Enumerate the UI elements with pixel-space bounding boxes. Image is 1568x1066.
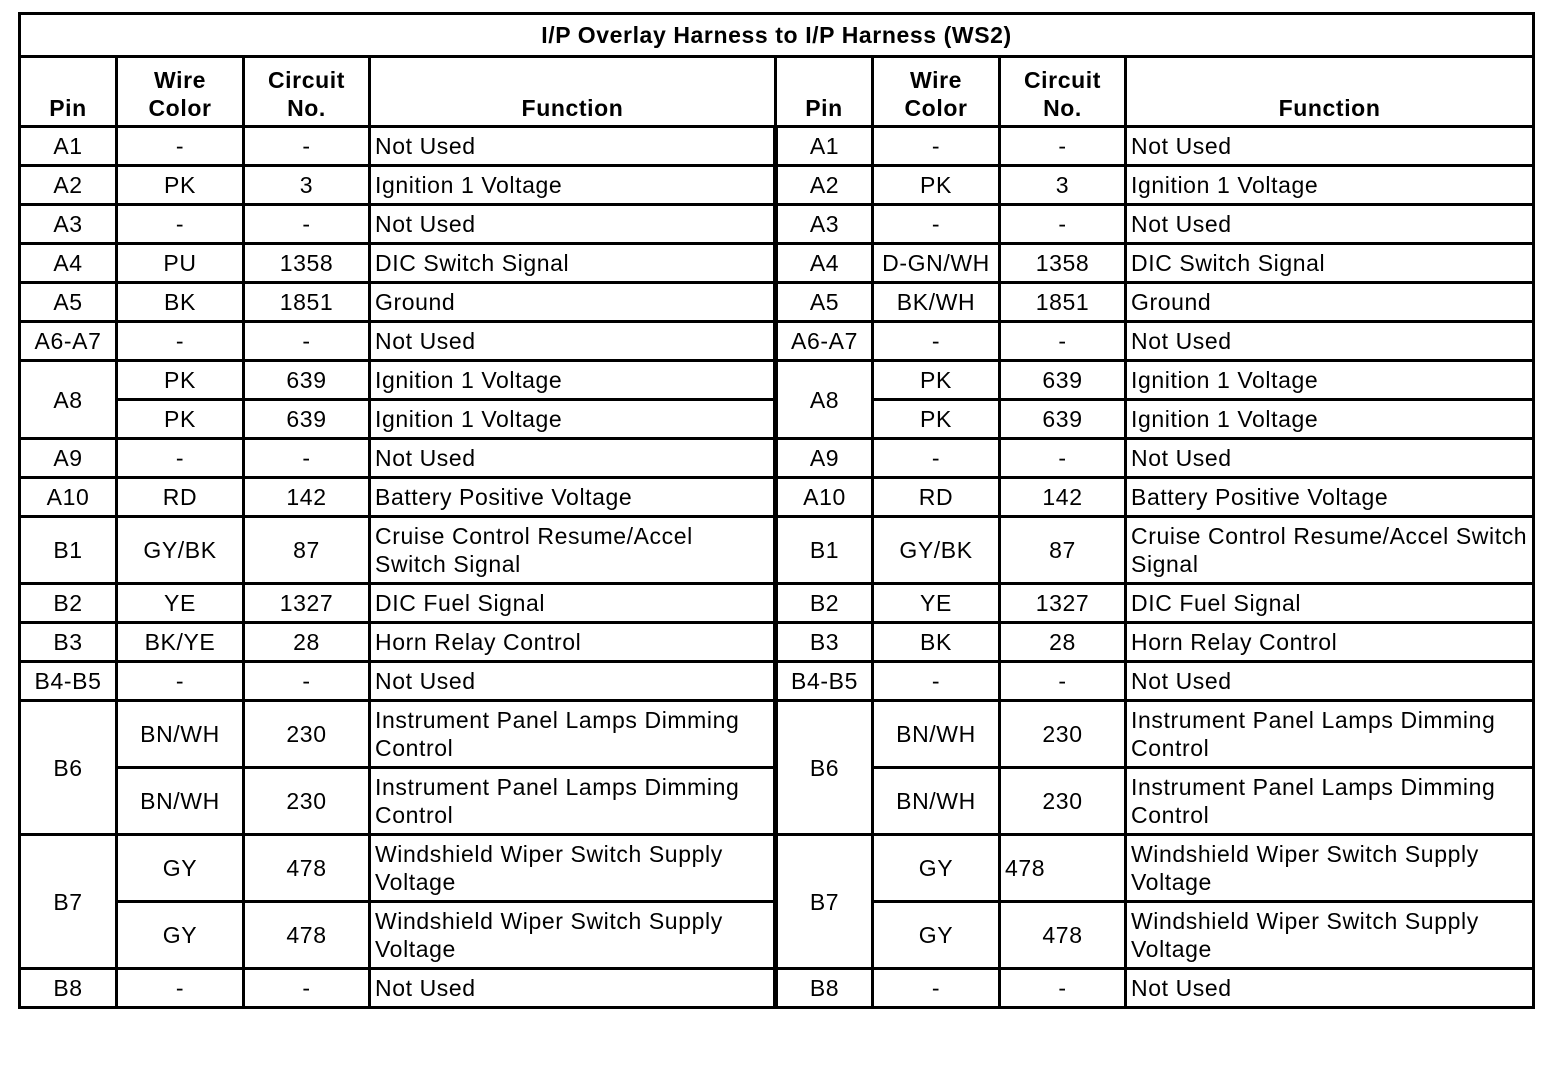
table-row <box>20 283 1534 322</box>
header-circuit-no-left: Circuit No. <box>244 57 370 127</box>
wire-color-cell-right: BN/WH <box>873 701 1000 768</box>
table-row <box>20 361 1534 400</box>
circuit-no-cell-left: 639 <box>244 400 370 439</box>
pin-cell-right: B7 <box>776 835 873 969</box>
circuit-no-cell-left: - <box>244 969 370 1008</box>
wire-color-cell-right: - <box>873 662 1000 701</box>
function-cell-left: Ignition 1 Voltage <box>370 400 776 439</box>
wire-color-cell-left: BN/WH <box>117 768 244 835</box>
function-cell-left: Not Used <box>370 205 776 244</box>
circuit-no-cell-left: - <box>244 127 370 166</box>
pin-cell-right: A10 <box>776 478 873 517</box>
circuit-no-cell-right: 1851 <box>1000 283 1126 322</box>
pin-cell-left: A6-A7 <box>20 322 117 361</box>
function-cell-left: Not Used <box>370 439 776 478</box>
wire-color-cell-left: PK <box>117 400 244 439</box>
function-cell-left: Battery Positive Voltage <box>370 478 776 517</box>
circuit-no-cell-left: 28 <box>244 623 370 662</box>
circuit-no-cell-left: 639 <box>244 361 370 400</box>
table-row <box>20 662 1534 701</box>
circuit-no-cell-left: 87 <box>244 517 370 584</box>
function-cell-right: DIC Switch Signal <box>1126 244 1534 283</box>
connector-table-container <box>18 12 1535 1009</box>
circuit-no-cell-left: - <box>244 439 370 478</box>
function-cell-left: Instrument Panel Lamps Dimming Control <box>370 701 776 768</box>
wire-color-cell-left: - <box>117 662 244 701</box>
pin-cell-right: A2 <box>776 166 873 205</box>
wire-color-cell-left: YE <box>117 584 244 623</box>
table-row <box>20 517 1534 584</box>
function-cell-right: Not Used <box>1126 439 1534 478</box>
function-cell-left: Not Used <box>370 127 776 166</box>
pin-cell-right: B2 <box>776 584 873 623</box>
circuit-no-cell-left: - <box>244 662 370 701</box>
function-cell-left: Horn Relay Control <box>370 623 776 662</box>
function-cell-right: Not Used <box>1126 127 1534 166</box>
pin-cell-left: B1 <box>20 517 117 584</box>
pin-cell-right: B3 <box>776 623 873 662</box>
pin-cell-left: A8 <box>20 361 117 439</box>
function-cell-left: Not Used <box>370 322 776 361</box>
circuit-no-cell-right: 230 <box>1000 701 1126 768</box>
circuit-no-cell-right: 3 <box>1000 166 1126 205</box>
function-cell-left: DIC Fuel Signal <box>370 584 776 623</box>
pin-cell-left: A10 <box>20 478 117 517</box>
pin-cell-left: B3 <box>20 623 117 662</box>
table-row <box>20 127 1534 166</box>
wire-color-cell-right: D-GN/WH <box>873 244 1000 283</box>
function-cell-right: Windshield Wiper Switch Supply Voltage <box>1126 902 1534 969</box>
table-row <box>20 623 1534 662</box>
wire-color-cell-left: PU <box>117 244 244 283</box>
header-function-left: Function <box>370 57 776 127</box>
function-cell-right: Ignition 1 Voltage <box>1126 166 1534 205</box>
circuit-no-cell-right: 142 <box>1000 478 1126 517</box>
pin-cell-left: A4 <box>20 244 117 283</box>
function-cell-left: DIC Switch Signal <box>370 244 776 283</box>
wire-color-cell-right: - <box>873 969 1000 1008</box>
circuit-no-cell-right: 230 <box>1000 768 1126 835</box>
circuit-no-cell-left: 478 <box>244 835 370 902</box>
circuit-no-cell-right: - <box>1000 969 1126 1008</box>
circuit-no-cell-left: - <box>244 205 370 244</box>
wire-color-cell-left: - <box>117 439 244 478</box>
circuit-no-cell-left: 230 <box>244 768 370 835</box>
wire-color-cell-left: - <box>117 205 244 244</box>
pin-cell-left: B7 <box>20 835 117 969</box>
pin-cell-right: A4 <box>776 244 873 283</box>
wire-color-cell-right: GY/BK <box>873 517 1000 584</box>
function-cell-right: Not Used <box>1126 322 1534 361</box>
header-pin-left: Pin <box>20 57 117 127</box>
pin-cell-left: B6 <box>20 701 117 835</box>
circuit-no-cell-right: 28 <box>1000 623 1126 662</box>
function-cell-right: Ground <box>1126 283 1534 322</box>
wire-color-cell-left: - <box>117 969 244 1008</box>
table-row <box>20 701 1534 768</box>
header-wire-color-left: Wire Color <box>117 57 244 127</box>
function-cell-right: Cruise Control Resume/Accel Switch Signal <box>1126 517 1534 584</box>
table-row <box>20 166 1534 205</box>
circuit-no-cell-right: 639 <box>1000 361 1126 400</box>
wire-color-cell-right: - <box>873 439 1000 478</box>
wire-color-cell-right: - <box>873 205 1000 244</box>
function-cell-left: Ground <box>370 283 776 322</box>
pin-cell-right: A6-A7 <box>776 322 873 361</box>
pin-cell-left: A2 <box>20 166 117 205</box>
function-cell-right: Ignition 1 Voltage <box>1126 361 1534 400</box>
header-wire-color-right: Wire Color <box>873 57 1000 127</box>
function-cell-right: Not Used <box>1126 662 1534 701</box>
wire-color-cell-right: - <box>873 127 1000 166</box>
table-row <box>20 244 1534 283</box>
wire-color-cell-left: GY <box>117 902 244 969</box>
pin-cell-left: B2 <box>20 584 117 623</box>
header-circuit-no-right: Circuit No. <box>1000 57 1126 127</box>
wire-color-cell-right: RD <box>873 478 1000 517</box>
circuit-no-cell-right: - <box>1000 439 1126 478</box>
pin-cell-right: B1 <box>776 517 873 584</box>
circuit-no-cell-right: - <box>1000 205 1126 244</box>
wire-color-cell-right: GY <box>873 902 1000 969</box>
table-row <box>20 205 1534 244</box>
function-cell-left: Windshield Wiper Switch Supply Voltage <box>370 902 776 969</box>
header-function-right: Function <box>1126 57 1534 127</box>
function-cell-right: Horn Relay Control <box>1126 623 1534 662</box>
pin-cell-right: A1 <box>776 127 873 166</box>
wire-color-cell-left: - <box>117 322 244 361</box>
circuit-no-cell-left: - <box>244 322 370 361</box>
table-row <box>20 439 1534 478</box>
circuit-no-cell-left: 1851 <box>244 283 370 322</box>
function-cell-right: Instrument Panel Lamps Dimming Control <box>1126 701 1534 768</box>
table-row <box>20 322 1534 361</box>
function-cell-left: Instrument Panel Lamps Dimming Control <box>370 768 776 835</box>
wire-color-cell-left: BK <box>117 283 244 322</box>
function-cell-left: Ignition 1 Voltage <box>370 166 776 205</box>
pin-cell-right: B8 <box>776 969 873 1008</box>
circuit-no-cell-left: 478 <box>244 902 370 969</box>
wire-color-cell-right: BK <box>873 623 1000 662</box>
table-row <box>20 584 1534 623</box>
pin-cell-right: A9 <box>776 439 873 478</box>
pin-cell-right: A5 <box>776 283 873 322</box>
function-cell-right: Not Used <box>1126 969 1534 1008</box>
table-body <box>20 127 1534 1008</box>
wire-color-cell-left: PK <box>117 166 244 205</box>
function-cell-right: Battery Positive Voltage <box>1126 478 1534 517</box>
circuit-no-cell-left: 3 <box>244 166 370 205</box>
table-row <box>20 969 1534 1008</box>
function-cell-left: Ignition 1 Voltage <box>370 361 776 400</box>
circuit-no-cell-left: 230 <box>244 701 370 768</box>
wire-color-cell-right: GY <box>873 835 1000 902</box>
pin-cell-right: B6 <box>776 701 873 835</box>
wire-color-cell-right: BN/WH <box>873 768 1000 835</box>
circuit-no-cell-left: 142 <box>244 478 370 517</box>
function-cell-left: Not Used <box>370 662 776 701</box>
wire-color-cell-left: GY <box>117 835 244 902</box>
pin-cell-left: B4-B5 <box>20 662 117 701</box>
wire-color-cell-left: PK <box>117 361 244 400</box>
circuit-no-cell-right: - <box>1000 662 1126 701</box>
circuit-no-cell-right: 87 <box>1000 517 1126 584</box>
wire-color-cell-left: - <box>117 127 244 166</box>
circuit-no-cell-right: - <box>1000 127 1126 166</box>
wire-color-cell-left: GY/BK <box>117 517 244 584</box>
wire-color-cell-left: RD <box>117 478 244 517</box>
function-cell-left: Windshield Wiper Switch Supply Voltage <box>370 835 776 902</box>
circuit-no-cell-right: 639 <box>1000 400 1126 439</box>
pin-cell-left: A5 <box>20 283 117 322</box>
connector-pinout-table <box>18 12 1535 1009</box>
wire-color-cell-right: YE <box>873 584 1000 623</box>
function-cell-left: Not Used <box>370 969 776 1008</box>
circuit-no-cell-right: 478 <box>1000 835 1126 902</box>
wire-color-cell-left: BN/WH <box>117 701 244 768</box>
wire-color-cell-right: PK <box>873 166 1000 205</box>
circuit-no-cell-right: 1358 <box>1000 244 1126 283</box>
circuit-no-cell-left: 1358 <box>244 244 370 283</box>
circuit-no-cell-right: - <box>1000 322 1126 361</box>
function-cell-right: Instrument Panel Lamps Dimming Control <box>1126 768 1534 835</box>
function-cell-right: DIC Fuel Signal <box>1126 584 1534 623</box>
circuit-no-cell-left: 1327 <box>244 584 370 623</box>
pin-cell-right: A3 <box>776 205 873 244</box>
pin-cell-left: A1 <box>20 127 117 166</box>
table-row <box>20 478 1534 517</box>
wire-color-cell-right: BK/WH <box>873 283 1000 322</box>
wire-color-cell-right: PK <box>873 400 1000 439</box>
function-cell-right: Windshield Wiper Switch Supply Voltage <box>1126 835 1534 902</box>
table-title: I/P Overlay Harness to I/P Harness (WS2) <box>20 14 1534 57</box>
wire-color-cell-left: BK/YE <box>117 623 244 662</box>
table-row <box>20 835 1534 902</box>
pin-cell-left: A9 <box>20 439 117 478</box>
header-pin-right: Pin <box>776 57 873 127</box>
circuit-no-cell-right: 478 <box>1000 902 1126 969</box>
pin-cell-left: B8 <box>20 969 117 1008</box>
circuit-no-cell-right: 1327 <box>1000 584 1126 623</box>
function-cell-right: Ignition 1 Voltage <box>1126 400 1534 439</box>
function-cell-left: Cruise Control Resume/Accel Switch Signal <box>370 517 776 584</box>
pin-cell-left: A3 <box>20 205 117 244</box>
wire-color-cell-right: PK <box>873 361 1000 400</box>
pin-cell-right: B4-B5 <box>776 662 873 701</box>
pin-cell-right: A8 <box>776 361 873 439</box>
wire-color-cell-right: - <box>873 322 1000 361</box>
function-cell-right: Not Used <box>1126 205 1534 244</box>
